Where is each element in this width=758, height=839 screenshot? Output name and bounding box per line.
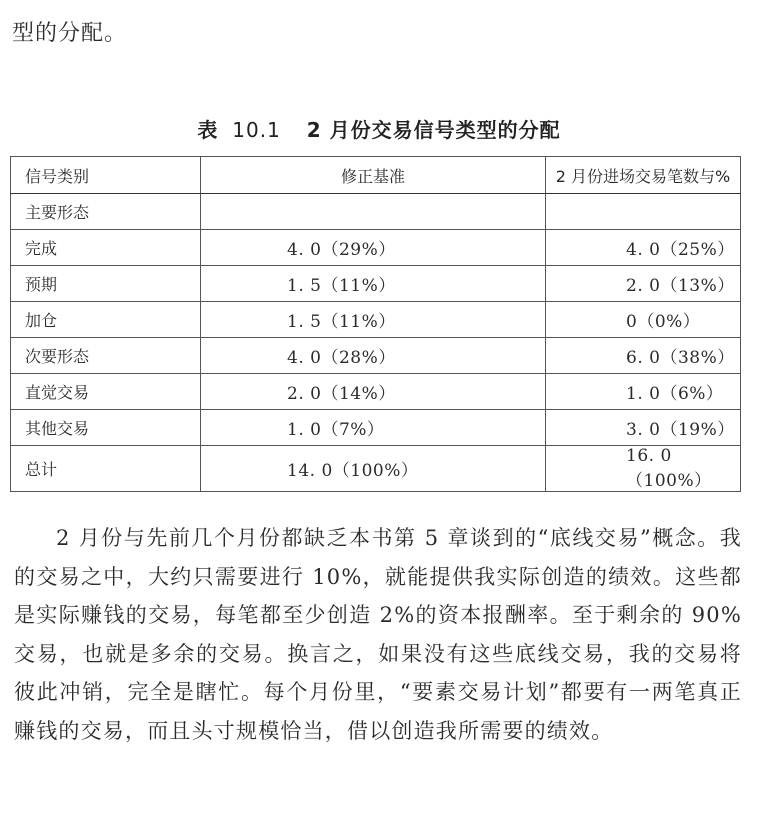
cell-february-entries: 2. 0（13%） [546, 266, 741, 302]
table-title [0, 114, 758, 143]
cell-february-entries [546, 194, 741, 230]
cell-february-entries: 4. 0（25%） [546, 230, 741, 266]
cell-adjusted-baseline: 1. 0（7%） [201, 410, 546, 446]
cell-february-entries: 3. 0（19%） [546, 410, 741, 446]
table-title-number: 10.1 [232, 118, 281, 142]
cell-adjusted-baseline: 2. 0（14%） [201, 374, 546, 410]
column-header-february-entries: 2 月份进场交易笔数与% [546, 157, 741, 194]
table-row-total [11, 446, 741, 492]
column-header-signal-type: 信号类别 [11, 157, 201, 194]
cell-signal-type: 次要形态 [11, 338, 201, 374]
table-row [11, 194, 741, 230]
signal-distribution-table [10, 156, 741, 492]
table-row [11, 410, 741, 446]
table-row [11, 302, 741, 338]
cell-adjusted-baseline: 1. 5（11%） [201, 302, 546, 338]
cell-february-entries: 0（0%） [546, 302, 741, 338]
cell-adjusted-baseline [201, 194, 546, 230]
cell-february-entries: 6. 0（38%） [546, 338, 741, 374]
table-title-text: 2 月份交易信号类型的分配 [306, 118, 561, 142]
table-row [11, 266, 741, 302]
cell-adjusted-baseline: 4. 0（28%） [201, 338, 546, 374]
cell-signal-type: 总计 [11, 446, 201, 492]
cell-adjusted-baseline: 4. 0（29%） [201, 230, 546, 266]
cell-signal-type: 完成 [11, 230, 201, 266]
preceding-text-fragment: 型的分配。 [12, 21, 128, 46]
cell-signal-type: 主要形态 [11, 194, 201, 230]
cell-february-entries: 16. 0（100%） [546, 446, 741, 492]
cell-adjusted-baseline: 1. 5（11%） [201, 266, 546, 302]
cell-signal-type: 预期 [11, 266, 201, 302]
table-title-prefix: 表 [197, 118, 219, 142]
cell-signal-type: 其他交易 [11, 410, 201, 446]
table-row [11, 338, 741, 374]
column-header-adjusted-baseline: 修正基准 [201, 157, 546, 194]
table-row [11, 230, 741, 266]
cell-adjusted-baseline: 14. 0（100%） [201, 446, 546, 492]
table-row [11, 374, 741, 410]
cell-signal-type: 直觉交易 [11, 374, 201, 410]
table-header-row [11, 157, 741, 194]
cell-february-entries: 1. 0（6%） [546, 374, 741, 410]
cell-signal-type: 加仓 [11, 302, 201, 338]
body-paragraph: 2 月份与先前几个月份都缺乏本书第 5 章谈到的“底线交易”概念。我的交易之中，大约只需要进行 10%，就能提供我实际创造的绩效。这些都是实际赚钱的交易，每笔都至少创造 2%的资本报酬率。至于剩余的 90%交易，也就是多余的交易。换言之，如果没有这些底线交易，我的交易将彼此冲销，完全是瞎忙。每个月份里，“要素交易计划”都要有一两笔真正赚钱的交易，而且头寸规模恰当，借以创造我所需要的绩效。 [14, 526, 742, 743]
